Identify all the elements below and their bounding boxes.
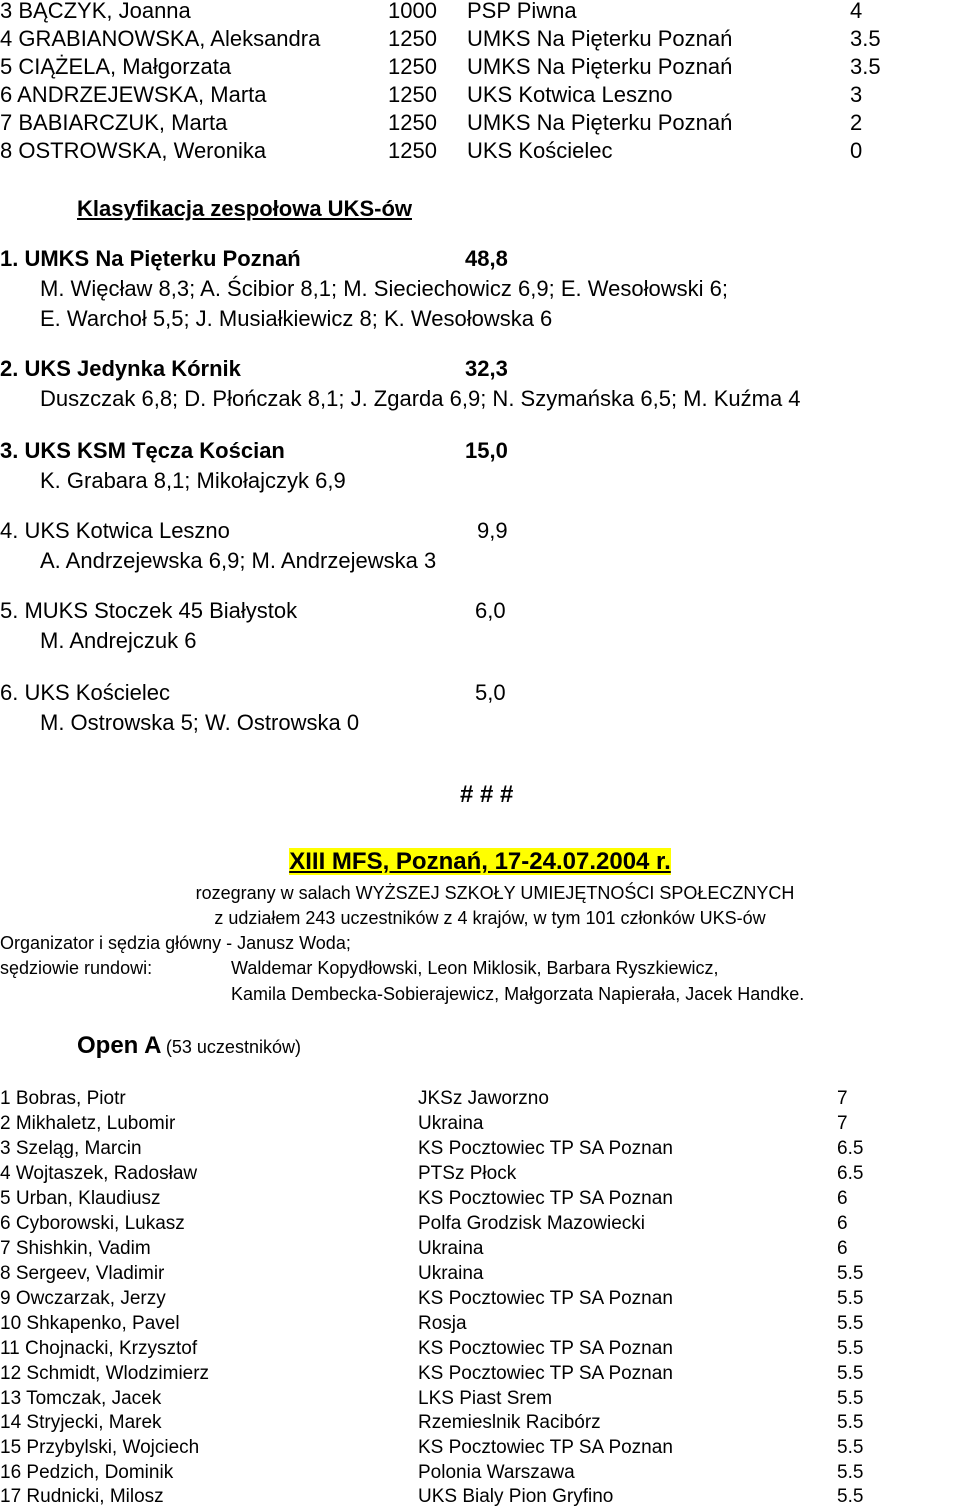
open-result-club: Ukraina <box>418 1113 484 1134</box>
open-result-name: 11 Chojnacki, Krzysztof <box>0 1338 198 1359</box>
team-classification-heading: Klasyfikacja zespołowa UKS-ów <box>77 196 412 221</box>
open-result-points: 5.5 <box>837 1412 864 1433</box>
open-result-club: Ukraina <box>418 1238 484 1259</box>
referees-line: Waldemar Kopydłowski, Leon Miklosik, Barbara Ryszkiewicz, <box>231 958 719 978</box>
result-club: UKS Kościelec <box>467 138 613 163</box>
open-result-club: JKSz Jaworzno <box>418 1088 549 1109</box>
team-title: 4. UKS Kotwica Leszno <box>0 518 230 543</box>
open-result-name: 6 Cyborowski, Lukasz <box>0 1213 185 1234</box>
open-a-title: Open A <box>77 1032 162 1059</box>
open-result-points: 6 <box>837 1238 848 1259</box>
open-result-name: 8 Sergeev, Vladimir <box>0 1263 165 1284</box>
result-club: UKS Kotwica Leszno <box>467 82 673 107</box>
result-club: UMKS Na Pięterku Poznań <box>467 26 733 51</box>
team-members: A. Andrzejewska 6,9; M. Andrzejewska 3 <box>40 548 437 573</box>
open-result-points: 5.5 <box>837 1338 864 1359</box>
team-score: 15,0 <box>465 438 508 463</box>
open-a-count: (53 uczestników) <box>165 1037 301 1057</box>
open-result-club: KS Pocztowiec TP SA Poznan <box>418 1138 673 1159</box>
team-title: 5. MUKS Stoczek 45 Białystok <box>0 598 298 623</box>
result-rating: 1250 <box>388 82 437 107</box>
open-result-points: 5.5 <box>837 1486 864 1507</box>
event-venue: rozegrany w salach WYŻSZEJ SZKOŁY UMIEJĘTNOŚCI SPOŁECZNYCH <box>195 883 795 903</box>
result-rating: 1250 <box>388 26 437 51</box>
team-score: 5,0 <box>475 680 506 705</box>
team-members: M. Ostrowska 5; W. Ostrowska 0 <box>40 710 360 735</box>
team-members: K. Grabara 8,1; Mikołajczyk 6,9 <box>40 468 346 493</box>
result-points: 4 <box>850 0 863 23</box>
open-result-name: 1 Bobras, Piotr <box>0 1088 126 1109</box>
team-title: 1. UMKS Na Pięterku Poznań <box>0 246 301 271</box>
open-result-points: 6 <box>837 1213 848 1234</box>
result-name: 6 ANDRZEJEWSKA, Marta <box>0 82 267 107</box>
open-result-club: KS Pocztowiec TP SA Poznan <box>418 1363 673 1384</box>
team-members: M. Więcław 8,3; A. Ścibior 8,1; M. Sieciechowicz 6,9; E. Wesołowski 6; <box>40 276 728 301</box>
open-result-name: 3 Szeląg, Marcin <box>0 1138 142 1159</box>
open-result-name: 15 Przybylski, Wojciech <box>0 1437 200 1458</box>
open-result-points: 6.5 <box>837 1163 864 1184</box>
section-separator: # # # <box>460 781 514 808</box>
result-name: 3 BĄCZYK, Joanna <box>0 0 191 23</box>
result-name: 4 GRABIANOWSKA, Aleksandra <box>0 26 321 51</box>
open-result-name: 13 Tomczak, Jacek <box>0 1388 162 1409</box>
team-score: 6,0 <box>475 598 506 623</box>
open-result-name: 9 Owczarzak, Jerzy <box>0 1288 166 1309</box>
open-result-club: KS Pocztowiec TP SA Poznan <box>418 1437 673 1458</box>
referees-line: Kamila Dembecka-Sobierajewicz, Małgorzata Napierała, Jacek Handke. <box>231 984 805 1004</box>
team-title: 6. UKS Kościelec <box>0 680 170 705</box>
open-result-club: Rosja <box>418 1313 467 1334</box>
open-result-points: 7 <box>837 1113 848 1134</box>
team-score: 32,3 <box>465 356 508 381</box>
result-points: 2 <box>850 110 863 135</box>
open-result-name: 16 Pedzich, Dominik <box>0 1462 174 1483</box>
result-club: UMKS Na Pięterku Poznań <box>467 54 733 79</box>
result-points: 3 <box>850 82 863 107</box>
team-members: E. Warchoł 5,5; J. Musiałkiewicz 8; K. Wesołowska 6 <box>40 306 553 331</box>
open-result-name: 7 Shishkin, Vadim <box>0 1238 151 1259</box>
open-result-club: Polonia Warszawa <box>418 1462 575 1483</box>
open-result-club: Rzemieslnik Racibórz <box>418 1412 601 1433</box>
open-result-points: 6.5 <box>837 1138 864 1159</box>
open-result-club: Ukraina <box>418 1263 484 1284</box>
open-result-club: Polfa Grodzisk Mazowiecki <box>418 1213 646 1234</box>
team-score: 48,8 <box>465 246 508 271</box>
result-name: 5 CIĄŻELA, Małgorzata <box>0 54 232 79</box>
team-members: Duszczak 6,8; D. Płończak 8,1; J. Zgarda 6,9; N. Szymańska 6,5; M. Kuźma 4 <box>40 386 801 411</box>
result-club: UMKS Na Pięterku Poznań <box>467 110 733 135</box>
open-result-points: 5.5 <box>837 1462 864 1483</box>
open-result-name: 12 Schmidt, Wlodzimierz <box>0 1363 210 1384</box>
open-result-points: 5.5 <box>837 1363 864 1384</box>
result-rating: 1250 <box>388 110 437 135</box>
event-title: XIII MFS, Poznań, 17-24.07.2004 r. <box>289 848 671 875</box>
open-result-points: 5.5 <box>837 1288 864 1309</box>
open-result-points: 5.5 <box>837 1437 864 1458</box>
open-result-club: KS Pocztowiec TP SA Poznan <box>418 1288 673 1309</box>
team-title: 2. UKS Jedynka Kórnik <box>0 356 241 381</box>
result-rating: 1000 <box>388 0 437 23</box>
open-result-points: 5.5 <box>837 1388 864 1409</box>
open-result-name: 5 Urban, Klaudiusz <box>0 1188 161 1209</box>
result-points: 3.5 <box>850 54 881 79</box>
event-organizer: Organizator i sędzia główny - Janusz Woda; <box>0 933 351 953</box>
open-result-club: KS Pocztowiec TP SA Poznan <box>418 1338 673 1359</box>
open-result-name: 10 Shkapenko, Pavel <box>0 1313 180 1334</box>
open-result-name: 2 Mikhaletz, Lubomir <box>0 1113 176 1134</box>
open-result-points: 5.5 <box>837 1263 864 1284</box>
open-result-club: UKS Bialy Pion Gryfino <box>418 1486 614 1507</box>
event-participants: z udziałem 243 uczestników z 4 krajów, w tym 101 członków UKS-ów <box>214 908 766 928</box>
open-result-club: LKS Piast Srem <box>418 1388 553 1409</box>
team-members: M. Andrejczuk 6 <box>40 628 197 653</box>
open-result-name: 17 Rudnicki, Milosz <box>0 1486 164 1507</box>
open-result-points: 7 <box>837 1088 848 1109</box>
result-rating: 1250 <box>388 54 437 79</box>
open-result-club: KS Pocztowiec TP SA Poznan <box>418 1188 673 1209</box>
open-result-points: 5.5 <box>837 1313 864 1334</box>
open-result-club: PTSz Płock <box>418 1163 517 1184</box>
open-a-heading <box>77 1032 301 1063</box>
open-result-name: 4 Wojtaszek, Radosław <box>0 1163 198 1184</box>
result-name: 7 BABIARCZUK, Marta <box>0 110 228 135</box>
open-result-name: 14 Stryjecki, Marek <box>0 1412 162 1433</box>
team-title: 3. UKS KSM Tęcza Kościan <box>0 438 285 463</box>
result-name: 8 OSTROWSKA, Weronika <box>0 138 267 163</box>
result-points: 3.5 <box>850 26 881 51</box>
referees-label: sędziowie rundowi: <box>0 958 153 978</box>
result-club: PSP Piwna <box>467 0 577 23</box>
open-result-points: 6 <box>837 1188 848 1209</box>
team-score: 9,9 <box>477 518 508 543</box>
result-rating: 1250 <box>388 138 437 163</box>
result-points: 0 <box>850 138 863 163</box>
event-title-wrap <box>0 848 960 876</box>
